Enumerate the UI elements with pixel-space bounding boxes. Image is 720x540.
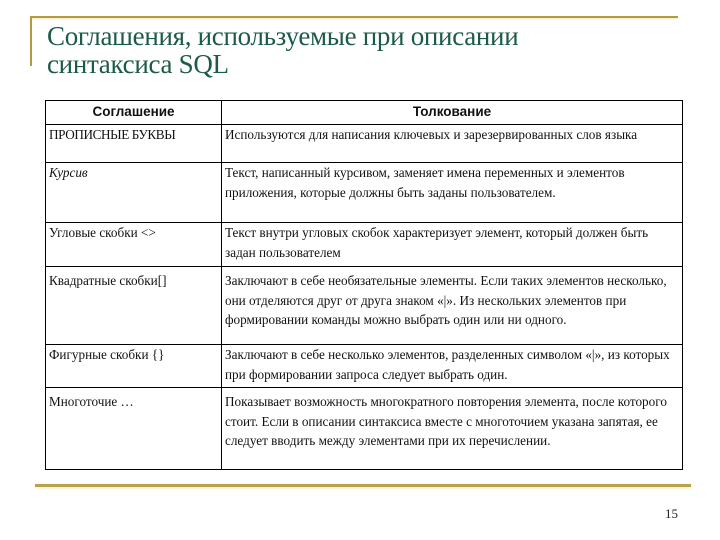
cell-meaning: Показывает возможность многократного повторения элемента, после которого стоит. Если в описании синтаксиса вместе с многоточием указана запятая, ее следует вводить между элементами при их перечислении. <box>222 388 683 470</box>
footer-accent-rule <box>35 484 691 487</box>
table-row <box>46 223 683 267</box>
cell-meaning: Заключают в себе необязательные элементы. Если таких элементов несколько, они отделяются друг от друга знаком «|». Из нескольких элементов при формировании команды можно выбрать один или ни одного. <box>222 267 683 345</box>
cell-convention: Фигурные скобки {} <box>46 345 222 388</box>
slide-title <box>47 22 687 78</box>
page-number: 15 <box>665 506 678 521</box>
cell-convention: Многоточие … <box>46 388 222 470</box>
cell-meaning: Текст внутри угловых скобок характеризует элемент, который должен быть задан пользователем <box>222 223 683 267</box>
cell-meaning: Текст, написанный курсивом, заменяет имена переменных и элементов приложения, которые должны быть заданы пользователем. <box>222 163 683 223</box>
table-row <box>46 345 683 388</box>
header-convention: Соглашение <box>46 101 222 125</box>
slide-title-line-1: Соглашения, используемые при описании <box>47 21 519 51</box>
table-row <box>46 163 683 223</box>
cell-meaning: Заключают в себе несколько элементов, разделенных символом «|», из которых при формировании запроса следует выбрать один. <box>222 345 683 388</box>
table-header-row <box>46 101 683 125</box>
cell-convention: Квадратные скобки[] <box>46 267 222 345</box>
conventions-table <box>45 100 683 470</box>
title-accent-rule-left <box>30 16 32 66</box>
table-row <box>46 125 683 163</box>
cell-convention: Угловые скобки <> <box>46 223 222 267</box>
title-accent-rule-top <box>30 16 678 18</box>
table-row <box>46 388 683 470</box>
header-meaning: Толкование <box>222 101 683 125</box>
slide-title-line-2: синтаксиса SQL <box>47 49 229 79</box>
table-row <box>46 267 683 345</box>
cell-convention: Курсив <box>46 163 222 223</box>
cell-meaning: Используются для написания ключевых и зарезервированных слов языка <box>222 125 683 163</box>
cell-convention: ПРОПИСНЫЕ БУКВЫ <box>46 125 222 163</box>
